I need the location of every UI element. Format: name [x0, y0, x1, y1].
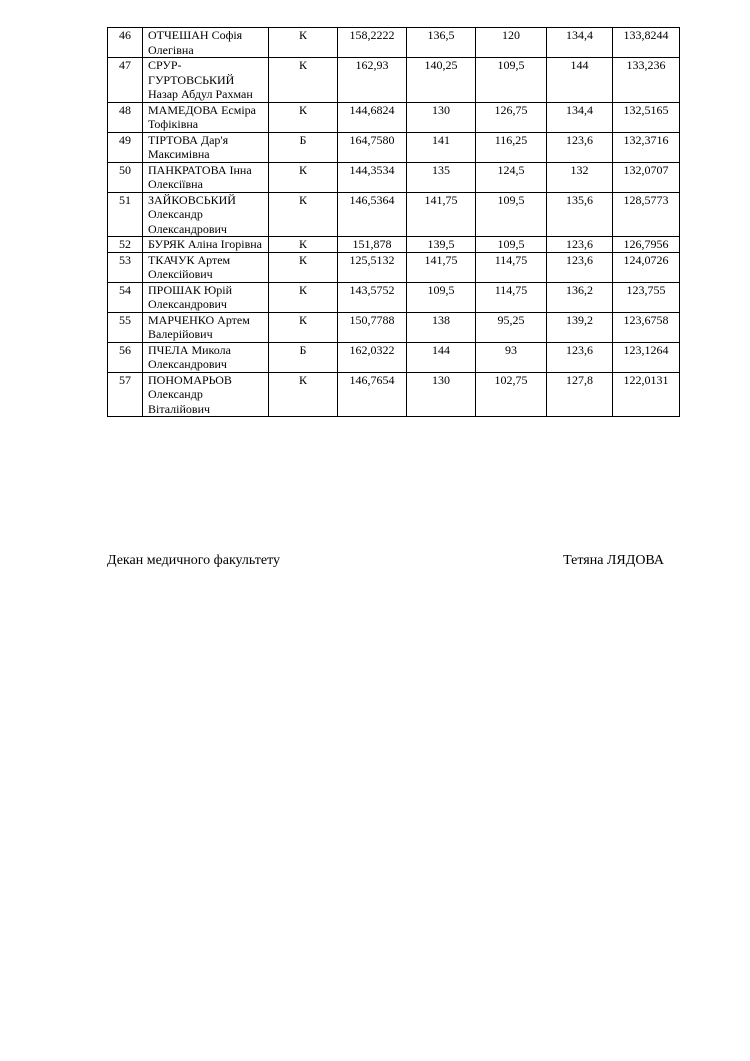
score-3: 114,75: [476, 282, 547, 312]
score-1: 144,6824: [338, 102, 407, 132]
score-3: 102,75: [476, 372, 547, 417]
score-1: 151,878: [338, 237, 407, 253]
score-4: 135,6: [547, 192, 613, 237]
score-4: 139,2: [547, 312, 613, 342]
table-row: [108, 312, 680, 342]
score-4: 123,6: [547, 132, 613, 162]
total-score: 126,7956: [613, 237, 680, 253]
row-number: 47: [108, 58, 143, 103]
score-4: 136,2: [547, 282, 613, 312]
total-score: 133,236: [613, 58, 680, 103]
score-2: 135: [407, 162, 476, 192]
score-3: 124,5: [476, 162, 547, 192]
funding-form: К: [269, 252, 338, 282]
student-name: ТКАЧУК Артем Олексійович: [143, 252, 269, 282]
score-4: 134,4: [547, 28, 613, 58]
row-number: 56: [108, 342, 143, 372]
score-3: 109,5: [476, 192, 547, 237]
score-3: 114,75: [476, 252, 547, 282]
score-1: 158,2222: [338, 28, 407, 58]
score-3: 109,5: [476, 237, 547, 253]
funding-form: К: [269, 58, 338, 103]
row-number: 53: [108, 252, 143, 282]
row-number: 48: [108, 102, 143, 132]
row-number: 54: [108, 282, 143, 312]
table-row: [108, 132, 680, 162]
table-row: [108, 252, 680, 282]
student-name: ПРОШАК Юрій Олександрович: [143, 282, 269, 312]
score-1: 125,5132: [338, 252, 407, 282]
table-row: [108, 192, 680, 237]
table-row: [108, 162, 680, 192]
student-name: ОТЧЕШАН Софія Олегівна: [143, 28, 269, 58]
score-4: 134,4: [547, 102, 613, 132]
table-row: [108, 237, 680, 253]
student-name: ЗАЙКОВСЬКИЙ Олександр Олександрович: [143, 192, 269, 237]
score-2: 141: [407, 132, 476, 162]
total-score: 133,8244: [613, 28, 680, 58]
score-1: 162,93: [338, 58, 407, 103]
ranking-table: [107, 27, 680, 417]
funding-form: Б: [269, 132, 338, 162]
score-3: 93: [476, 342, 547, 372]
row-number: 57: [108, 372, 143, 417]
score-2: 141,75: [407, 252, 476, 282]
funding-form: К: [269, 192, 338, 237]
row-number: 52: [108, 237, 143, 253]
score-1: 146,7654: [338, 372, 407, 417]
score-3: 120: [476, 28, 547, 58]
funding-form: К: [269, 28, 338, 58]
signer-position: Декан медичного факультету: [107, 553, 281, 568]
score-4: 144: [547, 58, 613, 103]
total-score: 123,6758: [613, 312, 680, 342]
score-2: 141,75: [407, 192, 476, 237]
funding-form: К: [269, 237, 338, 253]
total-score: 123,755: [613, 282, 680, 312]
total-score: 132,0707: [613, 162, 680, 192]
row-number: 50: [108, 162, 143, 192]
table-row: [108, 28, 680, 58]
score-1: 162,0322: [338, 342, 407, 372]
table-row: [108, 58, 680, 103]
score-1: 143,5752: [338, 282, 407, 312]
score-2: 136,5: [407, 28, 476, 58]
score-2: 130: [407, 372, 476, 417]
student-name: МАМЕДОВА Есміра Тофіківна: [143, 102, 269, 132]
funding-form: К: [269, 102, 338, 132]
total-score: 123,1264: [613, 342, 680, 372]
score-3: 95,25: [476, 312, 547, 342]
student-name: ПОНОМАРЬОВ Олександр Віталійович: [143, 372, 269, 417]
total-score: 124,0726: [613, 252, 680, 282]
score-3: 109,5: [476, 58, 547, 103]
score-2: 109,5: [407, 282, 476, 312]
table-row: [108, 372, 680, 417]
score-4: 127,8: [547, 372, 613, 417]
table-row: [108, 282, 680, 312]
score-1: 146,5364: [338, 192, 407, 237]
row-number: 49: [108, 132, 143, 162]
score-1: 150,7788: [338, 312, 407, 342]
student-name: МАРЧЕНКО Артем Валерійович: [143, 312, 269, 342]
row-number: 46: [108, 28, 143, 58]
score-2: 130: [407, 102, 476, 132]
total-score: 132,3716: [613, 132, 680, 162]
student-name: БУРЯК Аліна Ігорівна: [143, 237, 269, 253]
total-score: 128,5773: [613, 192, 680, 237]
table-row: [108, 102, 680, 132]
student-name: ПЧЕЛА Микола Олександрович: [143, 342, 269, 372]
funding-form: К: [269, 282, 338, 312]
score-4: 123,6: [547, 342, 613, 372]
score-2: 139,5: [407, 237, 476, 253]
student-name: ПАНКРАТОВА Інна Олексіївна: [143, 162, 269, 192]
row-number: 55: [108, 312, 143, 342]
funding-form: К: [269, 162, 338, 192]
score-4: 123,6: [547, 252, 613, 282]
score-4: 123,6: [547, 237, 613, 253]
score-1: 144,3534: [338, 162, 407, 192]
row-number: 51: [108, 192, 143, 237]
funding-form: Б: [269, 342, 338, 372]
table-row: [108, 342, 680, 372]
score-2: 140,25: [407, 58, 476, 103]
score-4: 132: [547, 162, 613, 192]
student-name: ТІРТОВА Дар'я Максимівна: [143, 132, 269, 162]
score-2: 138: [407, 312, 476, 342]
total-score: 132,5165: [613, 102, 680, 132]
score-3: 116,25: [476, 132, 547, 162]
score-2: 144: [407, 342, 476, 372]
funding-form: К: [269, 372, 338, 417]
score-1: 164,7580: [338, 132, 407, 162]
total-score: 122,0131: [613, 372, 680, 417]
score-3: 126,75: [476, 102, 547, 132]
student-name: СРУР-ГУРТОВСЬКИЙ Назар Абдул Рахман: [143, 58, 269, 103]
funding-form: К: [269, 312, 338, 342]
signer-name: Тетяна ЛЯДОВА: [563, 553, 664, 568]
